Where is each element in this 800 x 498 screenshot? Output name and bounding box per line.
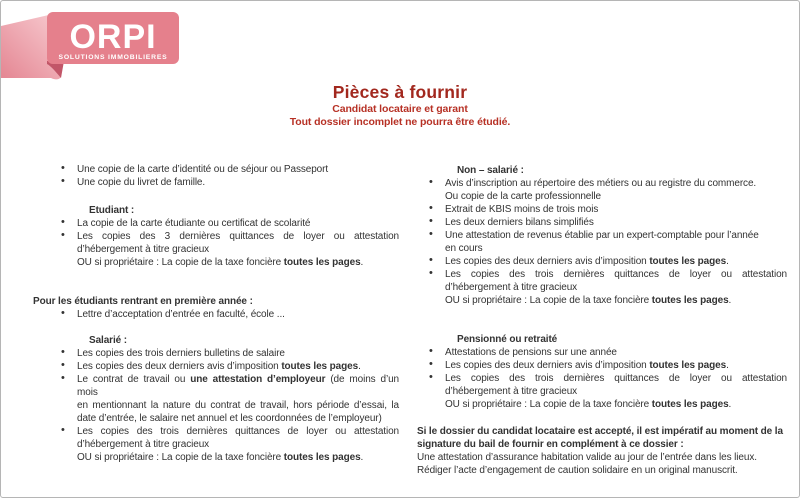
text-run: Lettre d’acceptation d’entrée en faculté, école ... (77, 309, 285, 320)
premiere-annee-documents-list (33, 308, 399, 321)
text-run: Extrait de KBIS moins de trois mois (445, 204, 599, 215)
text-run: . (360, 257, 364, 268)
owner-alternative-note (445, 398, 787, 411)
item-text (445, 229, 787, 242)
item-text (445, 255, 787, 268)
text-run: Avis d’inscription au répertoire des métiers ou au registre du commerce. (445, 178, 757, 189)
list-item (59, 230, 399, 256)
text-run: OU si propriétaire : La copie de la taxe foncière (77, 452, 284, 463)
item-text (77, 163, 399, 176)
item-text (445, 216, 787, 229)
pensionne-documents-list (401, 346, 787, 411)
item-text (445, 242, 787, 255)
page-warning: Tout dossier incomplet ne pourra être étudié. (289, 116, 511, 128)
item-text (445, 385, 787, 398)
page-title: Pièces à fournir (332, 82, 468, 102)
section-heading-etudiant: Etudiant : (89, 205, 135, 216)
item-text (445, 203, 787, 216)
list-item (59, 308, 399, 321)
text-run: Les copies des deux derniers avis d’imposition (445, 256, 650, 267)
item-text (445, 190, 787, 203)
item-text (77, 347, 399, 360)
text-run: Une attestation de revenus établie par un expert-comptable pour l’année (445, 230, 759, 241)
text-run: d’hébergement à titre gracieux (77, 244, 210, 255)
list-item (59, 347, 399, 360)
text-run: en mentionnant la nature du contrat de travail, hors période d’essai, la (77, 400, 399, 411)
text-run: Une attestation d’assurance habitation valide au jour de l’entrée dans les lieux. (417, 452, 757, 463)
text-run: toutes les pages (649, 256, 727, 267)
acceptance-footer-note (417, 425, 787, 477)
footer-line (417, 464, 787, 477)
item-text (445, 346, 787, 359)
text-run: OU si propriétaire : La copie de la taxe foncière (445, 295, 652, 306)
item-text (445, 372, 787, 385)
list-item-note (427, 398, 787, 411)
list-item (59, 217, 399, 230)
section-heading-salarie: Salarié : (89, 335, 128, 346)
text-run: d’hébergement à titre gracieux (445, 386, 578, 397)
section-heading-premiere-annee: Pour les étudiants rentrant en première année : (33, 296, 253, 307)
list-item (59, 425, 399, 451)
text-run: . (726, 256, 729, 267)
item-text (445, 177, 787, 190)
list-item (59, 360, 399, 373)
list-item (59, 176, 399, 189)
text-run: toutes les pages (651, 295, 729, 306)
text-run: Les deux derniers bilans simplifiés (445, 217, 594, 228)
owner-alternative-note (445, 294, 787, 307)
list-item (427, 255, 787, 268)
text-run: Rédiger l’acte d’engagement de caution solidaire en un original manuscrit. (417, 465, 738, 476)
list-item (427, 346, 787, 359)
right-column (401, 158, 787, 477)
list-item-note (59, 451, 399, 464)
list-item (427, 229, 787, 255)
text-run: signature du bail de fournir en complément à ce dossier : (417, 439, 684, 450)
text-run: en cours (445, 243, 483, 254)
text-run: date d’entrée, le salaire net annuel et les coordonnées de l’employeur) (77, 413, 382, 424)
text-run: . (726, 360, 729, 371)
item-text (445, 359, 787, 372)
list-item-note (59, 256, 399, 269)
list-item (427, 372, 787, 398)
text-run: (de moins d’un mois (77, 374, 399, 398)
text-run: toutes les pages (283, 257, 361, 268)
footer-line (417, 451, 787, 464)
text-run: toutes les pages (649, 360, 727, 371)
text-run: La copie de la carte étudiante ou certificat de scolarité (77, 218, 311, 229)
list-item (59, 163, 399, 176)
footer-line (417, 438, 787, 451)
text-run: d’hébergement à titre gracieux (77, 439, 210, 450)
text-run: . (360, 452, 364, 463)
text-run: Les copies des trois dernières quittances de loyer ou attestation (445, 269, 787, 280)
item-text (77, 399, 399, 412)
salarie-documents-list (33, 347, 399, 464)
document-header (1, 81, 799, 129)
item-text (77, 412, 399, 425)
text-run: toutes les pages (281, 361, 359, 372)
item-text (77, 308, 399, 321)
text-run: OU si propriétaire : La copie de la taxe foncière (445, 399, 652, 410)
list-item (59, 373, 399, 425)
item-text (77, 217, 399, 230)
text-run: toutes les pages (651, 399, 729, 410)
item-text (445, 281, 787, 294)
list-item (427, 177, 787, 203)
page-subtitle: Candidat locataire et garant (332, 103, 468, 115)
list-item (427, 359, 787, 372)
footer-line (417, 425, 787, 438)
text-run: Les copies des trois dernières quittances de loyer ou attestation (77, 426, 399, 437)
orpi-logo-tagline: SOLUTIONS IMMOBILIERES (58, 54, 168, 61)
item-text (445, 268, 787, 281)
list-item (427, 203, 787, 216)
item-text (77, 425, 399, 438)
section-heading-pensionne: Pensionné ou retraité (457, 334, 558, 345)
text-run: Ou copie de la carte professionnelle (445, 191, 601, 202)
text-run: Les copies des deux derniers avis d’imposition (445, 360, 650, 371)
text-run: toutes les pages (283, 452, 361, 463)
section-heading-non-salarie: Non – salarié : (457, 165, 524, 176)
text-run: une attestation d’employeur (190, 374, 326, 385)
text-run: . (358, 361, 361, 372)
item-text (77, 230, 399, 243)
left-column (33, 158, 399, 464)
item-text (77, 176, 399, 189)
list-item (427, 216, 787, 229)
general-documents-list (33, 163, 399, 189)
item-text (77, 373, 399, 399)
list-item-note (427, 294, 787, 307)
item-text (77, 243, 399, 256)
etudiant-documents-list (33, 217, 399, 269)
text-run: . (728, 295, 732, 306)
text-run: Attestations de pensions sur une année (445, 347, 617, 358)
text-run: Les copies des 3 dernières quittances de loyer ou attestation (77, 231, 399, 242)
text-run: Une copie de la carte d’identité ou de séjour ou Passeport (77, 164, 329, 175)
orpi-logo-text: ORPI (69, 18, 157, 56)
text-run: Les copies des trois dernières quittances de loyer ou attestation (445, 373, 787, 384)
text-run: Si le dossier du candidat locataire est accepté, il est impératif au moment de la (417, 426, 783, 437)
list-item (427, 268, 787, 294)
text-run: d’hébergement à titre gracieux (445, 282, 578, 293)
non-salarie-documents-list (401, 177, 787, 307)
text-run: Une copie du livret de famille. (77, 177, 206, 188)
text-run: Les copies des deux derniers avis d’imposition (77, 361, 282, 372)
owner-alternative-note (77, 451, 399, 464)
text-run: OU si propriétaire : La copie de la taxe foncière (77, 257, 284, 268)
item-text (77, 360, 399, 373)
orpi-logo (1, 1, 201, 86)
text-run: . (728, 399, 732, 410)
text-run: Les copies des trois derniers bulletins de salaire (77, 348, 285, 359)
owner-alternative-note (77, 256, 399, 269)
text-run: Le contrat de travail ou (77, 374, 191, 385)
item-text (77, 438, 399, 451)
